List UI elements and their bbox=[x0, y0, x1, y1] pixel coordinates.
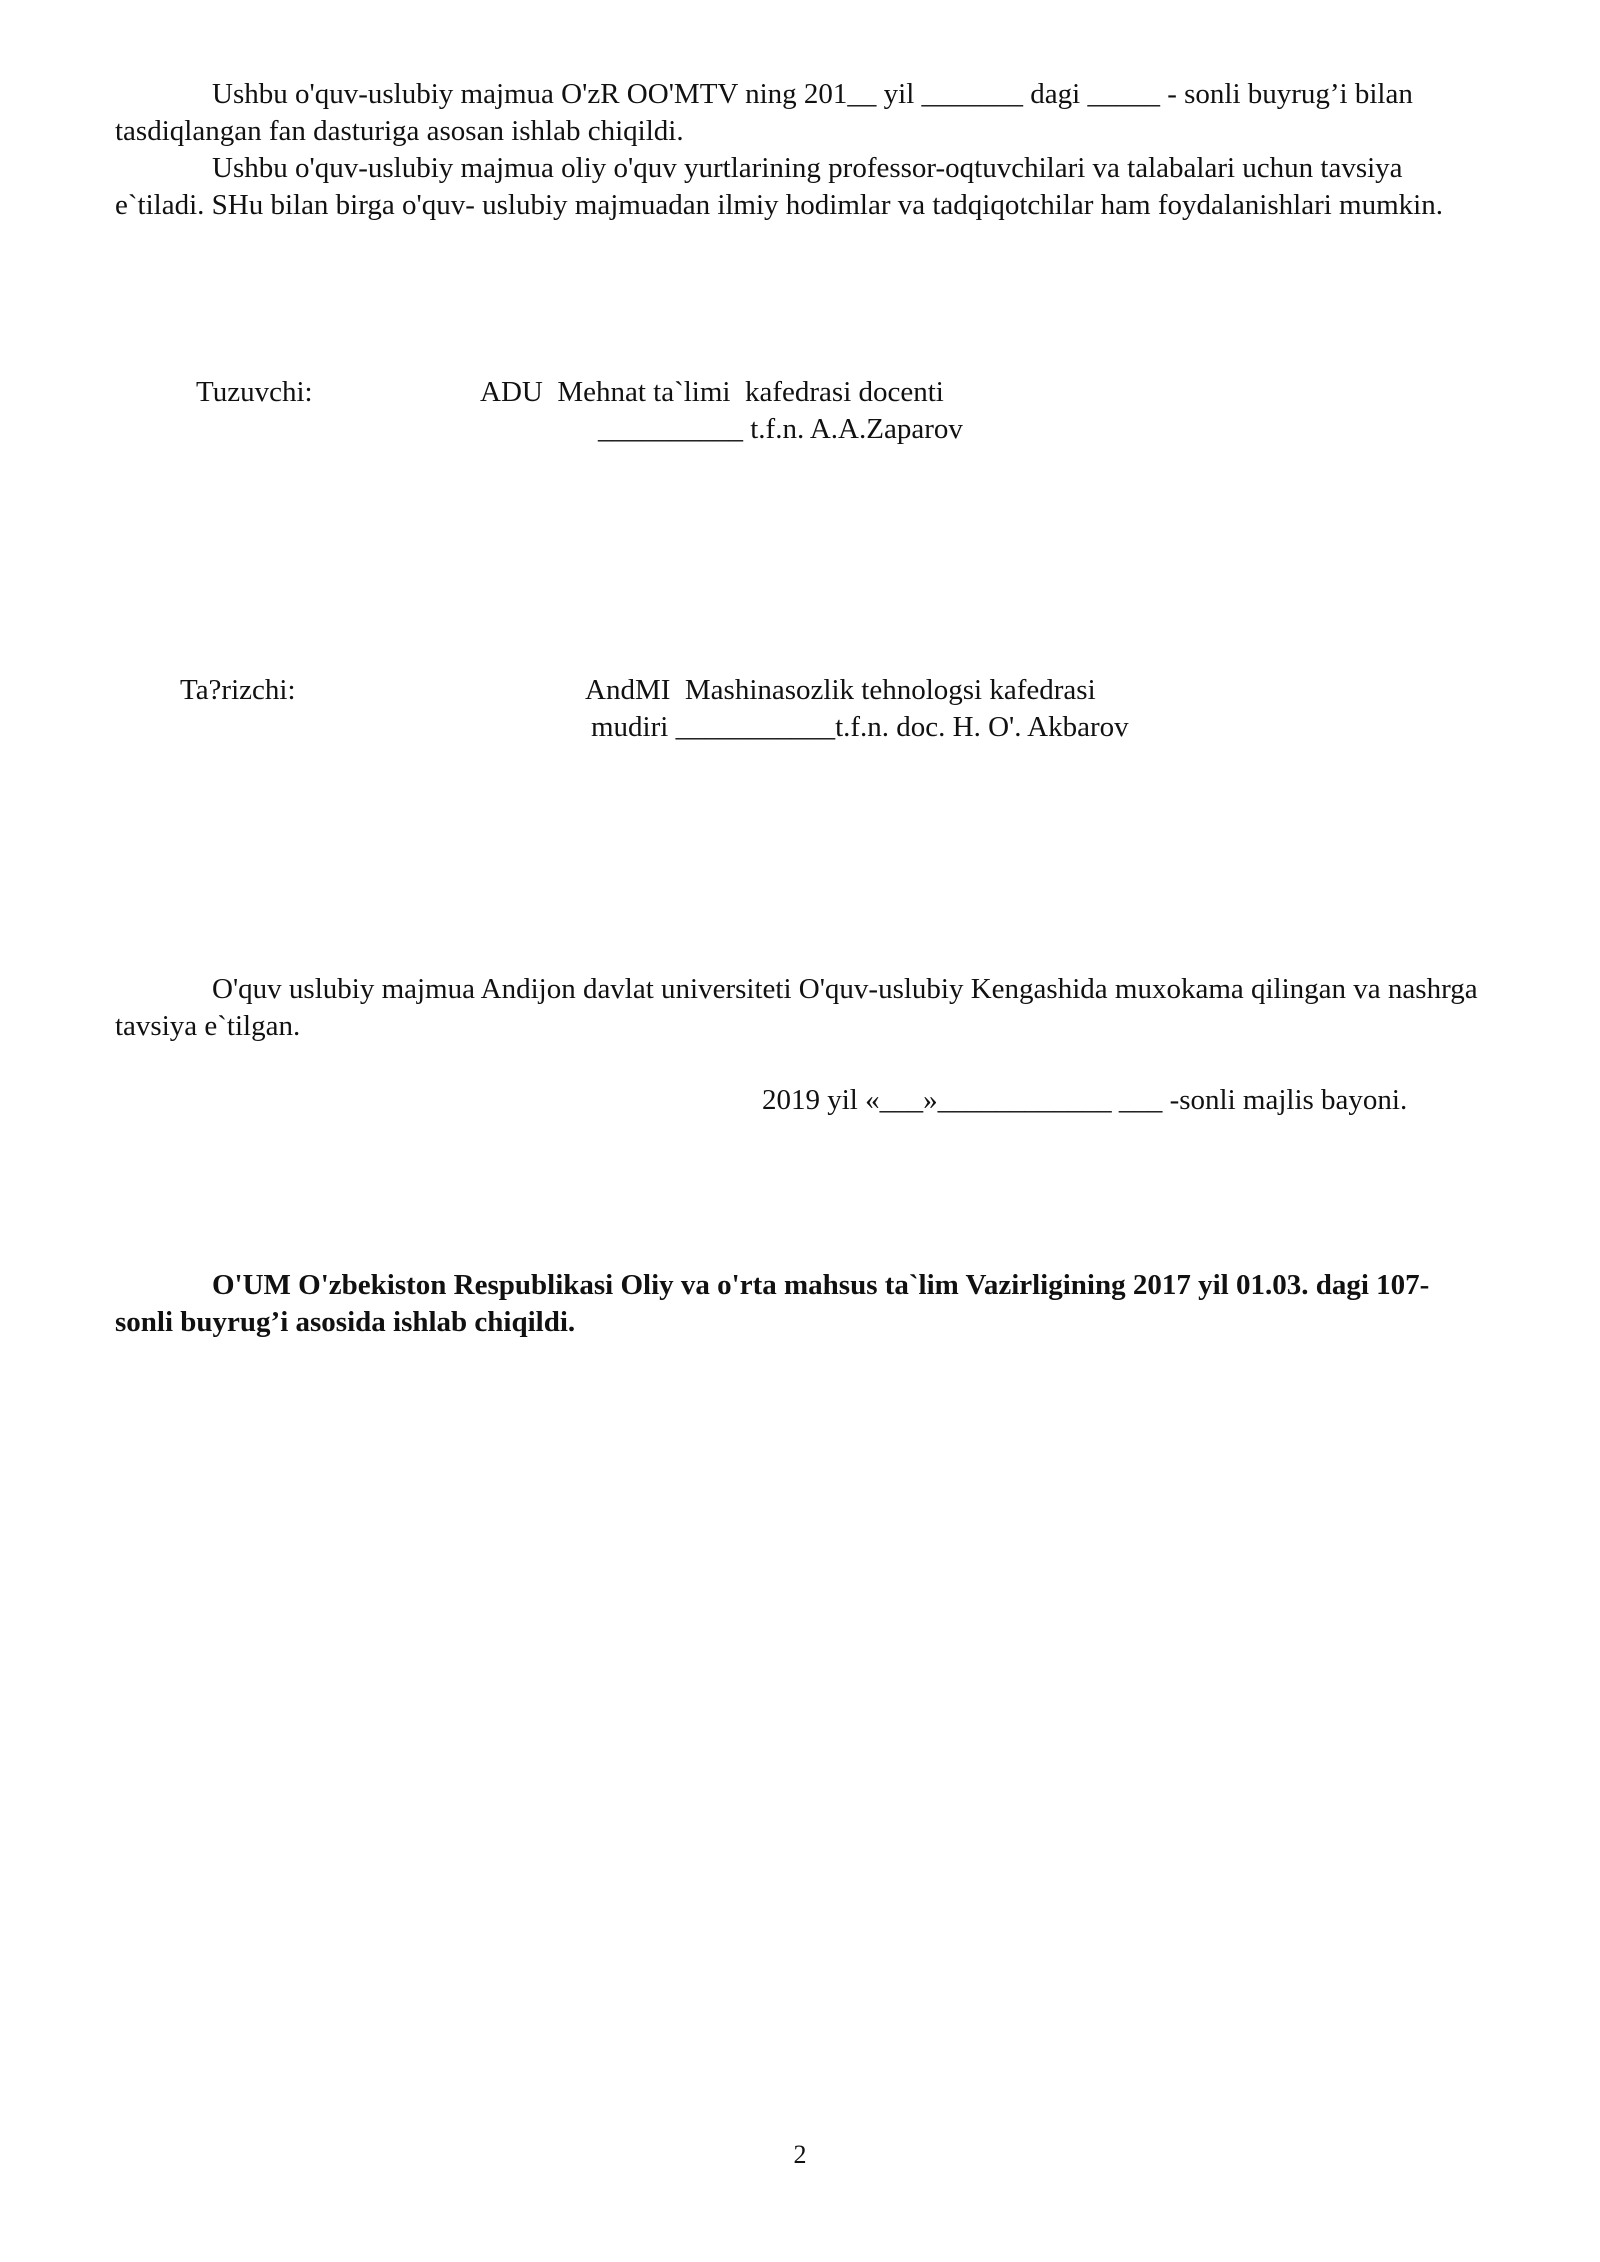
compiler-label: Tuzuvchi: bbox=[196, 376, 313, 408]
protocol-line: 2019 yil «___»____________ ___ -sonli majlis bayoni. bbox=[762, 1084, 1408, 1116]
compiler-signature-line: __________ t.f.n. A.A.Zaparov bbox=[598, 413, 963, 445]
reviewer-signature-line: mudiri ___________t.f.n. doc. H. O'. Akbarov bbox=[591, 711, 1129, 743]
reviewer-affiliation: AndMI Mashinasozlik tehnologsi kafedrasi bbox=[585, 674, 1096, 706]
decree-paragraph: O'UM O'zbekiston Respublikasi Oliy va o'rta mahsus ta`lim Vazirligining 2017 yil 01.03. dagi 107-sonli buyrug’i asosida ishlab chiqildi. bbox=[115, 1269, 1430, 1338]
compiler-affiliation: ADU Mehnat ta`limi kafedrasi docenti bbox=[480, 376, 944, 408]
recommendation-paragraph: Ushbu o'quv-uslubiy majmua oliy o'quv yurtlarining professor-oqtuvchilari va talabalari uchun tavsiya e`tiladi. SHu bilan birga o'quv- uslubiy majmuadan ilmiy hodimlar va tadqiqotchilar ham foydalanishlari mumkin. bbox=[115, 152, 1443, 221]
council-paragraph: O'quv uslubiy majmua Andijon davlat universiteti O'quv-uslubiy Kengashida muxokama qilingan va nashrga tavsiya e`tilgan. bbox=[115, 973, 1478, 1042]
page-number: 2 bbox=[793, 2140, 807, 2169]
reviewer-label: Ta?rizchi: bbox=[180, 674, 296, 706]
approval-paragraph: Ushbu o'quv-uslubiy majmua O'zR OO'MTV ning 201__ yil _______ dagi _____ - sonli buyrug’i bilan tasdiqlangan fan dasturiga asosan ishlab chiqildi. bbox=[115, 78, 1413, 147]
